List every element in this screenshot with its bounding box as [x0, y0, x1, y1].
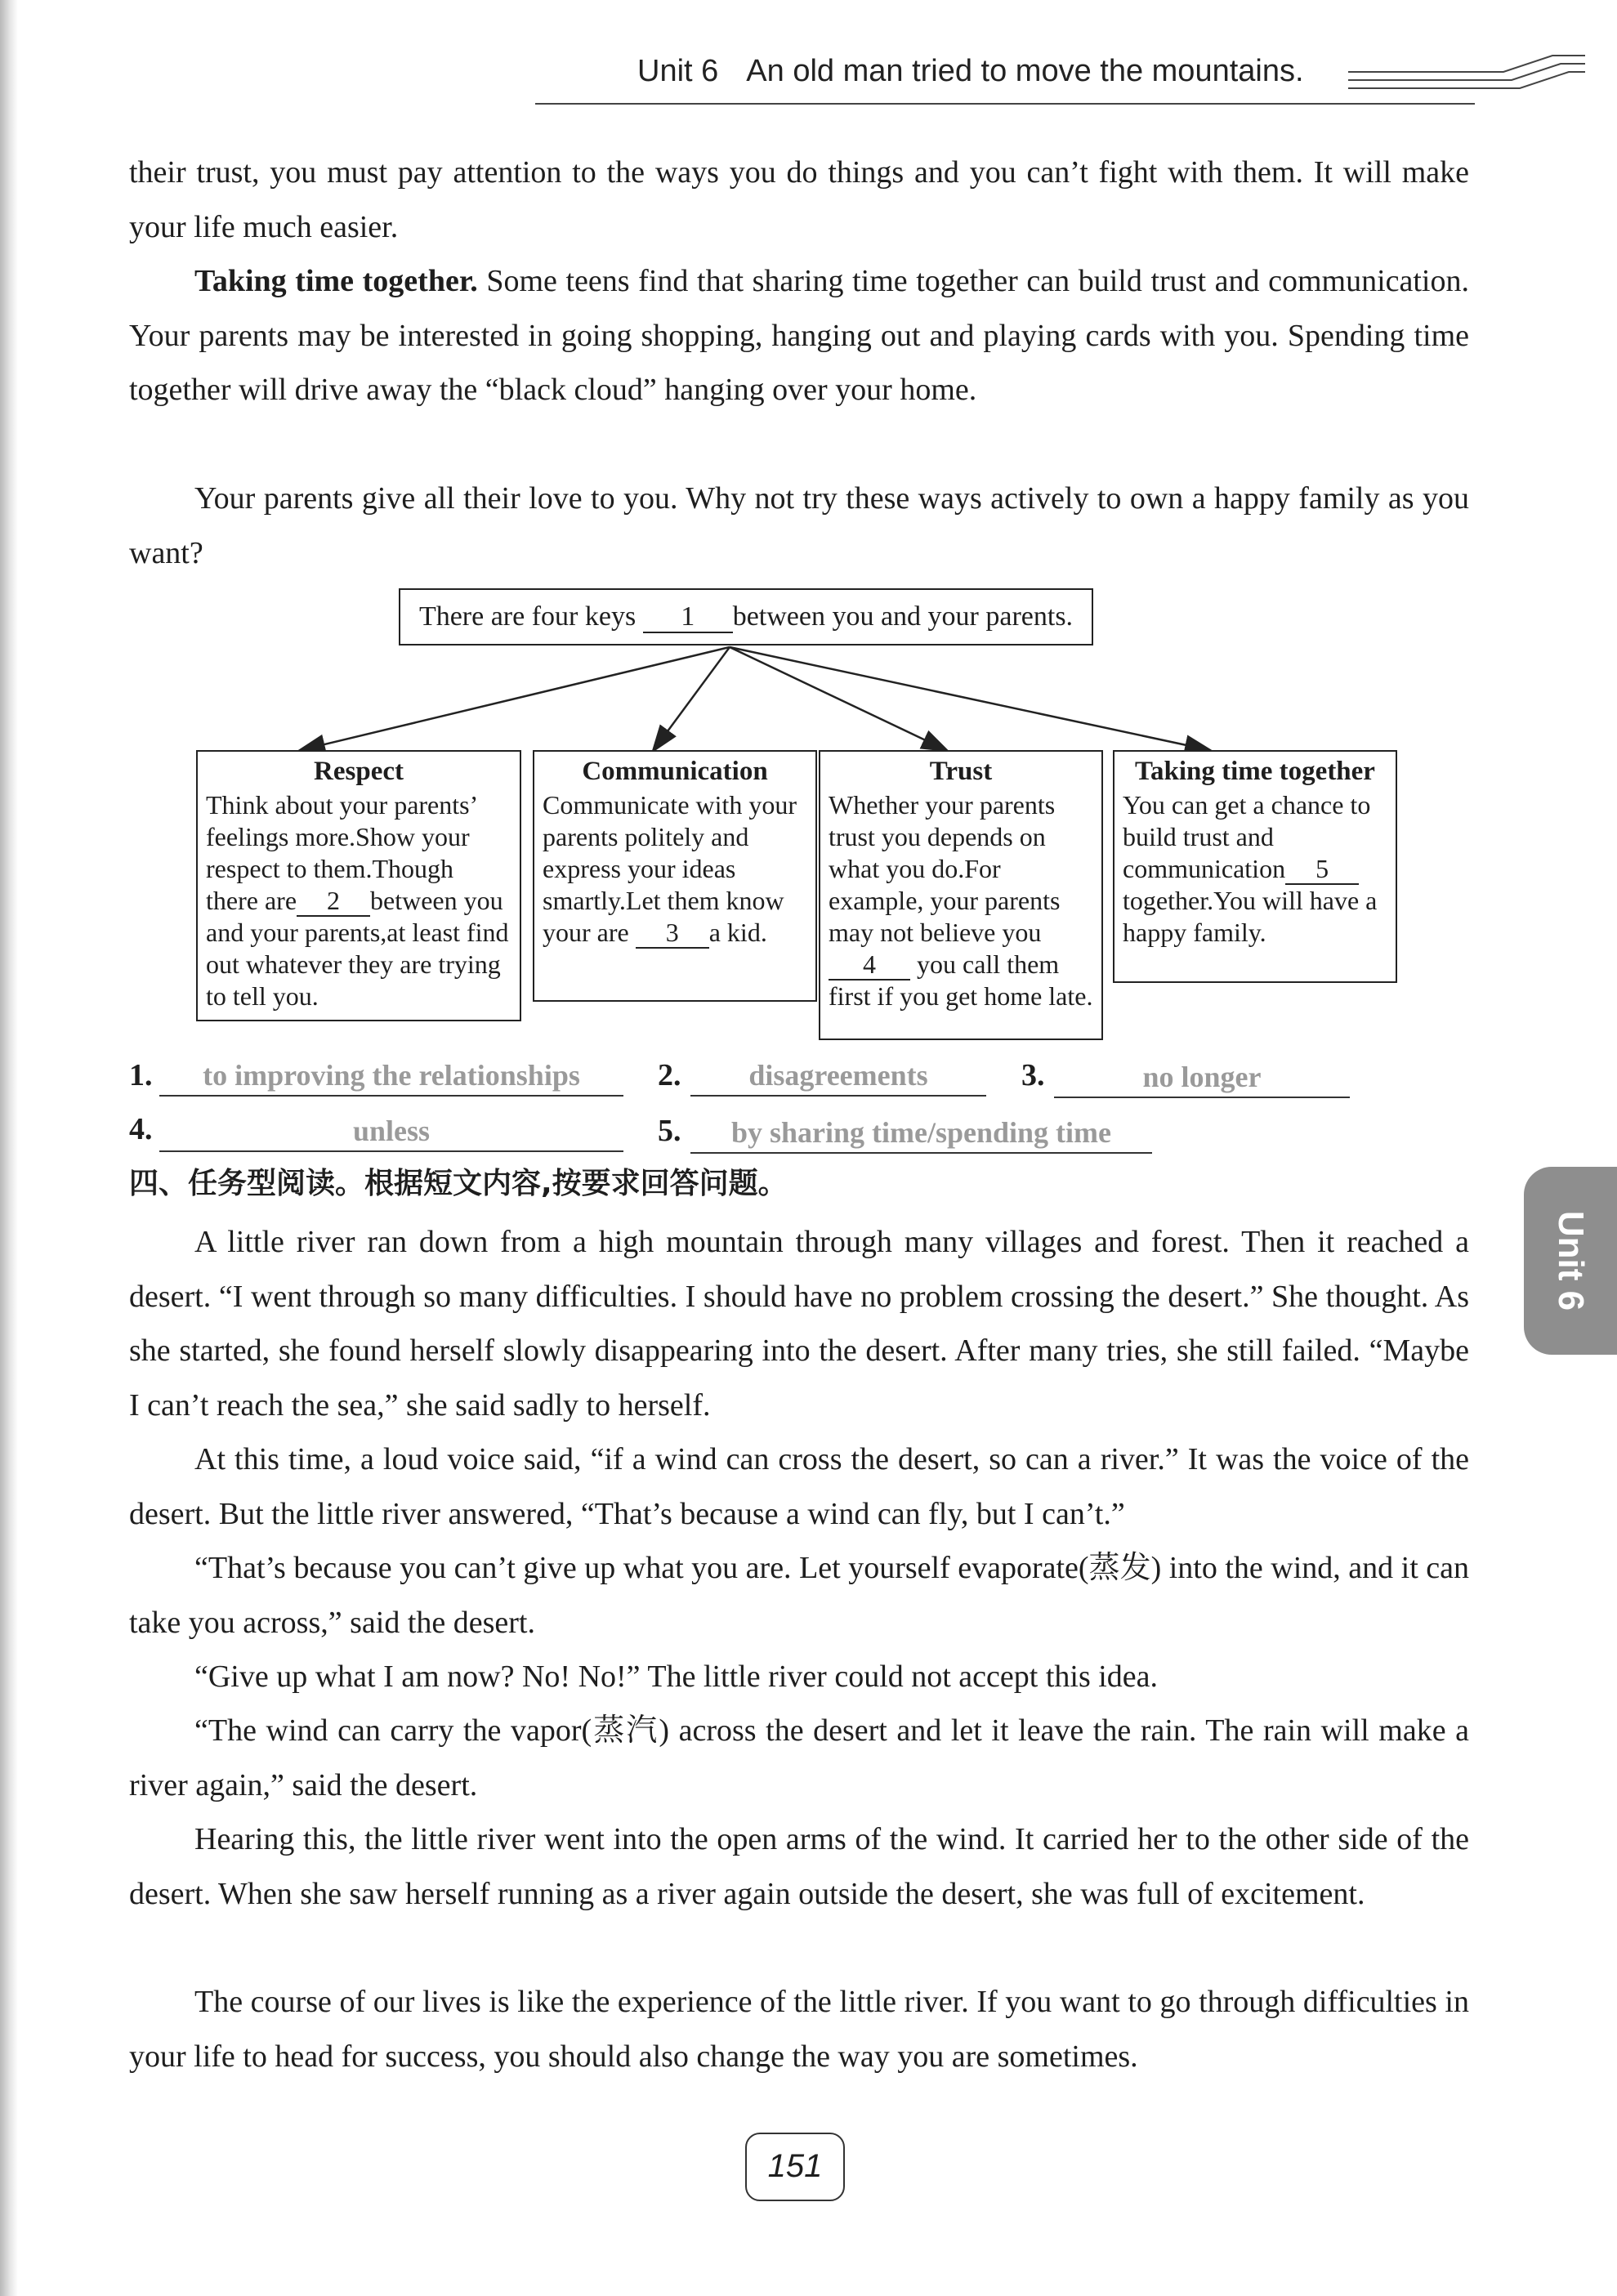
card-respect-title: Respect	[314, 757, 404, 786]
diagram-top-box	[399, 588, 1093, 645]
answer-num-4: 4.	[129, 1112, 153, 1146]
blank-1: 1	[643, 601, 733, 633]
unit-side-tab	[1524, 1167, 1617, 1355]
answer-num-1: 1.	[129, 1058, 153, 1092]
arrow-to-communication	[654, 647, 730, 750]
story-paragraph-2: At this time, a loud voice said, “if a wind can cross the desert, so can a river.” It was the voice of the desert. But the little river answered, “That’s because a wind can fly, but I can’t.”	[129, 1442, 1469, 1531]
answer-3: no longer	[1054, 1057, 1350, 1098]
header-rule	[535, 103, 1475, 105]
running-head	[637, 54, 1304, 89]
answer-1: to improving the relationships	[159, 1056, 623, 1097]
paragraph-body: Some teens find that sharing time together can build trust and communication. Your parents may be interested in going shopping, hanging out and playing cards with you. Spending time together will drive away the “black cloud” hanging over your home.	[129, 264, 1469, 407]
side-tab-label: Unit 6	[1551, 1210, 1591, 1311]
blank-4: 4	[829, 950, 910, 980]
paragraph-conclusion: Your parents give all their love to you. Why not try these ways actively to own a happy family as you want?	[129, 481, 1469, 570]
card-communication-text: Communicate with your parents politely and express your ideas smartly.Let them know your are 3 a kid.	[543, 789, 807, 949]
book-spine-shadow	[0, 0, 18, 2296]
paragraph-heading: Taking time together.	[194, 264, 478, 298]
answer-num-3: 3.	[1021, 1058, 1045, 1092]
page-number: 151	[745, 2133, 845, 2201]
card-trust	[819, 750, 1103, 1040]
story-paragraph-3: “That’s because you can’t give up what you are. Let yourself evaporate(蒸发) into the wind, and it can take you across,” said the desert.	[129, 1551, 1469, 1640]
answer-4: unless	[159, 1111, 623, 1152]
card-time-title: Taking time together	[1135, 757, 1375, 786]
card-time-text: You can get a chance to build trust and communication 5together.You will have a happy family.	[1123, 790, 1378, 948]
arrow-to-time	[730, 647, 1209, 750]
lesson-title: An old man tried to move the mountains.	[746, 54, 1304, 88]
paragraph-taking-time	[129, 254, 1469, 418]
unit-label: Unit 6	[637, 54, 719, 88]
story-paragraph-5: “The wind can carry the vapor(蒸汽) across the desert and let it leave the rain. The rain will make a river again,” said the desert.	[129, 1713, 1469, 1802]
story-paragraph-1: A little river ran down from a high mountain through many villages and forest. Then it reached a desert. “I went through so many difficulties. I should have no problem crossing the desert.” She thought. As she started, she found herself slowly disappearing into the desert. After many tries, she still failed. “Maybe I can’t reach the sea,” she said sadly to herself.	[129, 1225, 1469, 1423]
card-respect	[196, 750, 521, 1021]
blank-3: 3	[636, 918, 709, 949]
blank-2: 2	[297, 887, 370, 917]
header-decoration-lines	[1340, 49, 1585, 106]
story-paragraph-7: The course of our lives is like the experience of the little river. If you want to go through difficulties in your life to head for success, you should also change the way you are sometimes.	[129, 1985, 1469, 2074]
card-trust-text: Whether your parents trust you depends on what you do.For example, your parents may not believe you 4 you call them first if you get home late.	[829, 790, 1093, 1012]
blank-5: 5	[1285, 855, 1359, 885]
card-communication-title: Communication	[582, 757, 768, 786]
story-paragraph-6: Hearing this, the little river went into the open arms of the wind. It carried her to the other side of the desert. When she saw herself running as a river again outside the desert, she was full of excitement.	[129, 1822, 1469, 1911]
paragraph-trust-end: their trust, you must pay attention to the ways you do things and you can’t fight with them. It will make your life much easier.	[129, 155, 1469, 244]
story-paragraph-4: “Give up what I am now? No! No!” The little river could not accept this idea.	[194, 1659, 1159, 1694]
card-taking-time	[1113, 750, 1397, 983]
answer-5: by sharing time/spending time	[690, 1113, 1152, 1154]
section-4-title: 四、任务型阅读。根据短文内容,按要求回答问题。	[129, 1167, 788, 1200]
card-respect-text: Think about your parents’ feelings more.Show your respect to them.Though there are 2 between you and your parents,at least find out whatever they are trying to tell you.	[206, 790, 509, 1012]
answer-num-5: 5.	[658, 1114, 681, 1148]
card-communication	[533, 750, 817, 1002]
arrow-to-respect	[301, 647, 730, 750]
top-text-before: There are four keys	[418, 601, 637, 632]
top-text-after: between you and your parents.	[732, 601, 1074, 632]
card-trust-title: Trust	[929, 757, 993, 786]
answer-num-2: 2.	[658, 1058, 681, 1092]
arrow-to-trust	[730, 647, 946, 750]
answer-2: disagreements	[690, 1056, 986, 1097]
